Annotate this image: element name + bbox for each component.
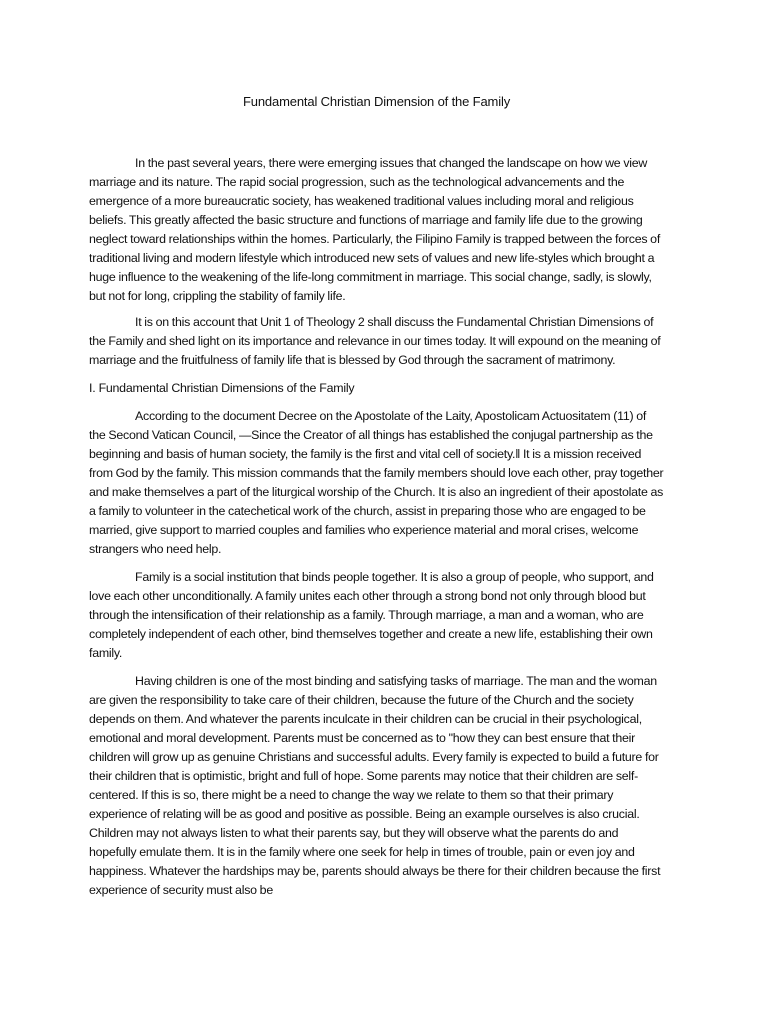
section-paragraph-2: Family is a social institution that binds people together. It is also a group of people, who support, and love each other unconditionally. A family unites each other through a strong bond not only through blood but through the intensification of their relationship as a family. Through marriage, a man and a woman, who are completely independent of each other, bind themselves together and create a new life, establishing their own family.: [89, 570, 654, 660]
section-paragraph-3: Having children is one of the most binding and satisfying tasks of marriage. The man and the woman are given the responsibility to take care of their children, because the future of the Church and the society depends on them. And whatever the parents inculcate in their children can be crucial in their psychological, emotional and moral development. Parents must be concerned as to "how they can best ensure that their children will grow up as genuine Christians and successful adults. Every family is expected to build a future for their children that is optimistic, bright and full of hope. Some parents may notice that their children are self-centered. If this is so, there might be a need to change the way we relate to them so that their primary experience of relating will be as good and positive as possible. Being an example ourselves is also crucial. Children may not always listen to what their parents say, but they will observe what the parents do and hopefully emulate them. It is in the family where one seek for help in times of trouble, pain or even joy and happiness. Whatever the hardships may be, parents should always be there for their children because the first experience of security must also be: [89, 674, 661, 897]
document-body: [89, 92, 664, 909]
document-title: Fundamental Christian Dimension of the Family: [242, 94, 511, 109]
section-paragraph-1: According to the document Decree on the Apostolate of the Laity, Apostolicam Actuositatem (11) of the Second Vatican Council, ―Since the Creator of all things has established the conjugal partnership as the beginning and basis of human society, the family is the first and vital cell of society.‖ It is a mission received from God by the family. This mission commands that the family members should love each other, pray together and make themselves a part of the liturgical worship of the Church. It is also an ingredient of their apostolate as a family to volunteer in the catechetical work of the church, assist in preparing those who are engaged to be married, give support to married couples and families who experience material and moral crises, welcome strangers who need help.: [89, 409, 664, 556]
intro-paragraph-1: In the past several years, there were emerging issues that changed the landscape on how we view marriage and its nature. The rapid social progression, such as the technological advancements and the emergence of a more bureaucratic society, has weakened traditional values including moral and religious beliefs. This greatly affected the basic structure and functions of marriage and family life due to the growing neglect toward relationships within the homes. Particularly, the Filipino Family is trapped between the forces of traditional living and modern lifestyle which introduced new sets of values and new life-styles which brought a huge influence to the weakening of the life-long commitment in marriage. This social change, sadly, is slowly, but not for long, crippling the stability of family life.: [89, 156, 661, 303]
section-heading: I. Fundamental Christian Dimensions of the Family: [89, 381, 355, 395]
intro-paragraph-2: It is on this account that Unit 1 of Theology 2 shall discuss the Fundamental Christian Dimensions of the Family and shed light on its importance and relevance in our times today. It will expound on the meaning of marriage and the fruitfulness of family life that is blessed by God through the sacrament of matrimony.: [89, 315, 661, 367]
